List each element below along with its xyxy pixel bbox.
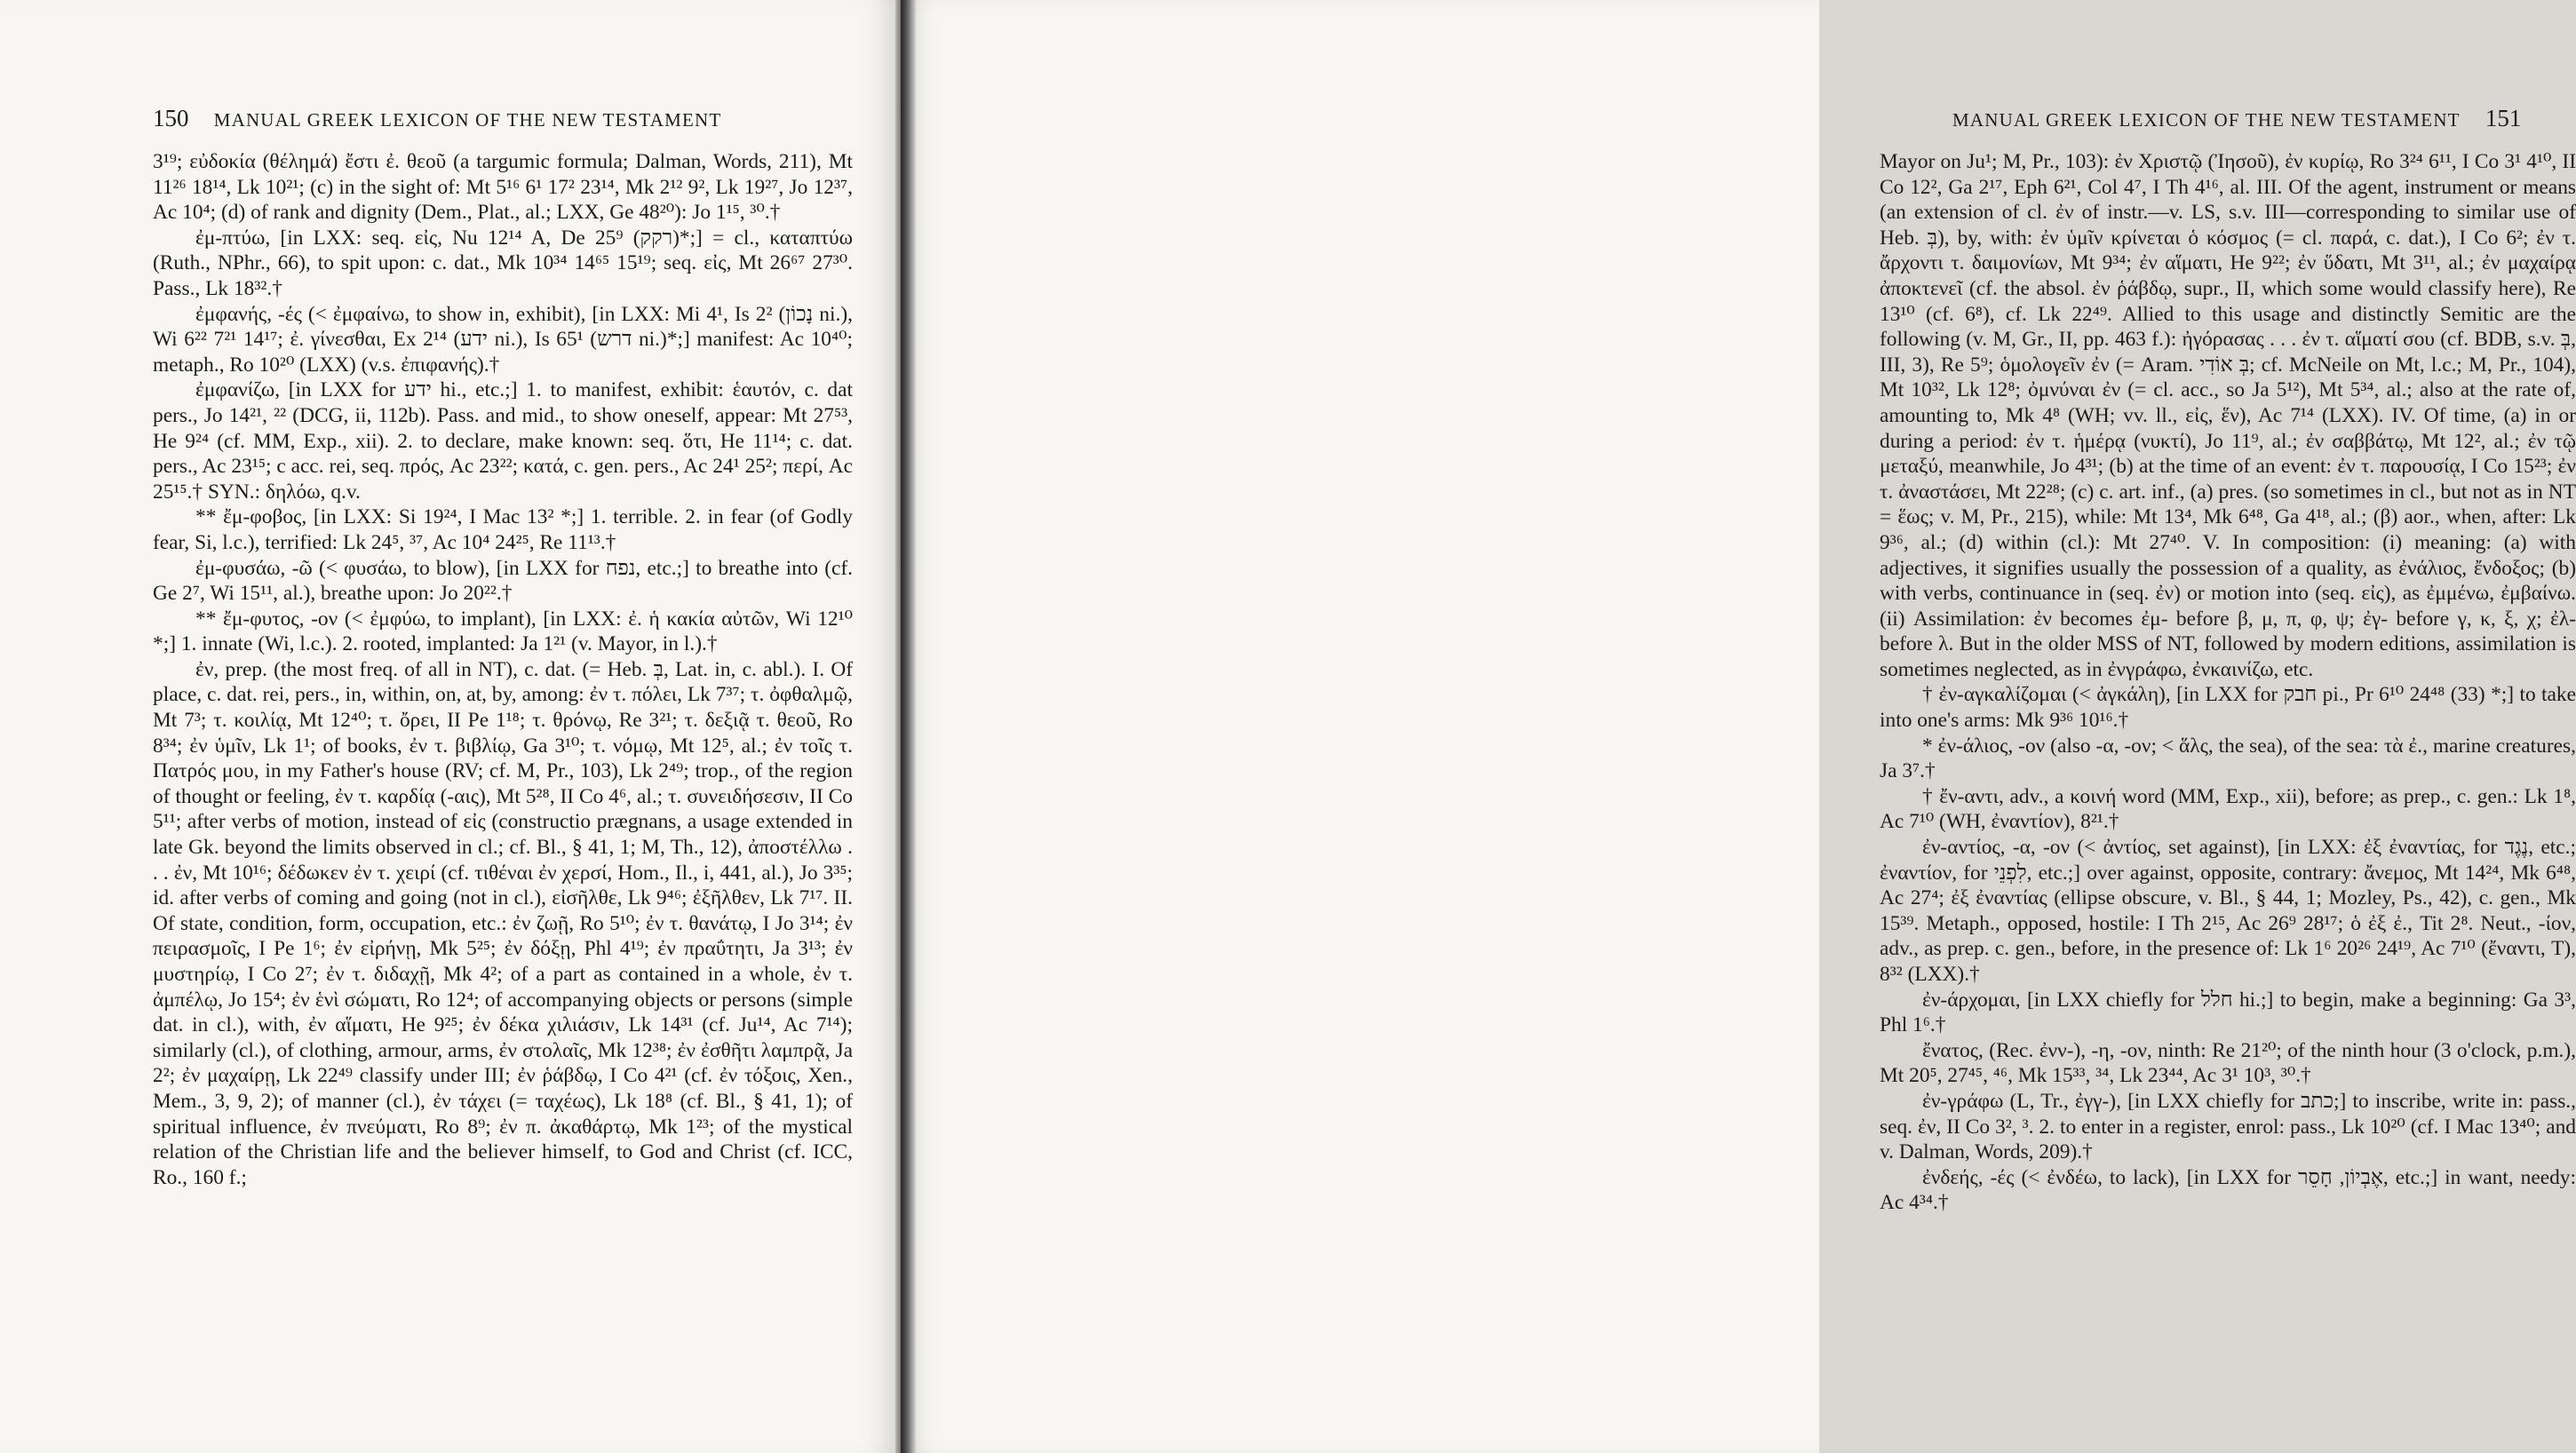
lexicon-entry: ἐν-άρχομαι, [in LXX chiefly for חלל hi.;] to begin, make a beginning: Ga 3³, Phl 1⁶.† <box>1880 988 2576 1037</box>
right-page-body <box>1880 149 2576 1216</box>
right-page <box>901 0 2576 1453</box>
lexicon-entry: † ἔν-αντι, adv., a κοινή word (MM, Exp., xii), before; as prep., c. gen.: Lk 1⁸, Ac 7¹⁰ (WH, ἐναντίον), 8²¹.† <box>1880 784 2576 834</box>
lexicon-entry: * ἐν-άλιος, -ον (also -α, -ον; < ἅλς, the sea), of the sea: τὰ ἐ., marine creatures, Ja 3⁷.† <box>1880 734 2576 783</box>
left-page-body <box>153 149 853 1190</box>
left-running-title: MANUAL GREEK LEXICON OF THE NEW TESTAMENT <box>213 109 722 131</box>
lexicon-entry: ἐμ-πτύω, [in LXX: seq. εἰς, Nu 12¹⁴ A, De 25⁹ (רקק)*;] = cl., καταπτύω (Ruth., NPhr., 66), to spit upon: c. dat., Mk 10³⁴ 14⁶⁵ 15¹⁹; seq. εἰς, Mt 26⁶⁷ 27³⁰. Pass., Lk 18³².† <box>153 226 853 300</box>
lexicon-entry: ἐμφανίζω, [in LXX for ידע hi., etc.;] 1. to manifest, exhibit: ἑαυτόν, c. dat pers., Jo 14²¹, ²² (DCG, ii, 112b). Pass. and mid., to show oneself, appear: Mt 27⁵³, He 9²⁴ (cf. MM, Exp., xii). 2. to declare, make known: seq. ὅτι, He 11¹⁴; c. dat. pers., Ac 23¹⁵; c acc. rei, seq. πρός, Ac 23²²; κατά, c. gen. pers., Ac 24¹ 25²; περί, Ac 25¹⁵.† SYN.: δηλόω, q.v. <box>153 378 853 504</box>
lexicon-entry: ἐν-γράφω (L, Tr., ἐγγ-), [in LXX chiefly for כתב;] to inscribe, write in: pass., seq. ἐν, II Co 3², ³. 2. to enter in a register, enrol: pass., Lk 10²⁰ (cf. I Mac 13⁴⁰; and v. Dalman, Words, 209).† <box>1880 1089 2576 1164</box>
right-page-number: 151 <box>2485 105 2522 131</box>
lexicon-entry: ἐν, prep. (the most freq. of all in NT), c. dat. (= Heb. בְּ, Lat. in, c. abl.). I. Of place, c. dat. rei, pers., in, within, on, at, by, among: ἐν τ. πόλει, Lk 7³⁷; τ. ὀφθαλμῷ, Mt 7³; τ. κοιλίᾳ, Mt 12⁴⁰; τ. ὄρει, II Pe 1¹⁸; τ. θρόνῳ, Re 3²¹; τ. δεξιᾷ τ. θεοῦ, Ro 8³⁴; ἐν ὑμῖν, Lk 1¹; of books, ἐν τ. βιβλίῳ, Ga 3¹⁰; τ. νόμῳ, Mt 12⁵, al.; ἐν τοῖς τ. Πατρός μου, in my Father's house (RV; cf. M, Pr., 103), Lk 2⁴⁹; trop., of the region of thought or feeling, ἐν τ. καρδίᾳ (-αις), Mt 5²⁸, II Co 4⁶, al.; τ. συνειδήσεσιν, II Co 5¹¹; after verbs of motion, instead of εἰς (constructio prægnans, a usage extended in late Gk. beyond the limits observed in cl.; cf. Bl., § 41, 1; M, Th., 12), ἀποστέλλω . . . ἐν, Mt 10¹⁶; δέδωκεν ἐν τ. χειρί (cf. τιθέναι ἐν χερσί, Hom., Il., i, 441, al.), Jo 3³⁵; id. after verbs of coming and going (not in cl.), εἰσῆλθε, Lk 9⁴⁶; ἐξῆλθεν, Lk 7¹⁷. II. Of state, condition, form, occupation, etc.: ἐν ζωῇ, Ro 5¹⁰; ἐν τ. θανάτῳ, I Jo 3¹⁴; ἐν πειρασμοῖς, I Pe 1⁶; ἐν εἰρήνῃ, Mk 5²⁵; ἐν δόξῃ, Phl 4¹⁹; ἐν πραΰτητι, Ja 3¹³; ἐν μυστηρίῳ, I Co 2⁷; ἐν τ. διδαχῇ, Mk 4²; of a part as contained in a whole, ἐν τ. ἀμπέλῳ, Jo 15⁴; ἐν ἑνὶ σώματι, Ro 12⁴; of accompanying objects or persons (simple dat. in cl.), with, ἐν αἵματι, He 9²⁵; ἐν δέκα χιλιάσιν, Lk 14³¹ (cf. Ju¹⁴, Ac 7¹⁴); similarly (cl.), of clothing, armour, arms, ἐν στολαῖς, Mk 12³⁸; ἐν ἐσθῆτι λαμπρᾷ, Ja 2²; ἐν μαχαίρῃ, Lk 22⁴⁹ classify under III; ἐν ῥάβδῳ, I Co 4²¹ (cf. ἐν τόξοις, Xen., Mem., 3, 9, 2); of manner (cl.), ἐν τάχει (= ταχέως), Lk 18⁸ (cf. Bl., § 41, 1); of spiritual influence, ἐν πνεύματι, Ro 8⁹; ἐν π. ἀκαθάρτῳ, Mk 1²³; of the mystical relation of the Christian life and the believer himself, to God and Christ (cf. ICC, Ro., 160 f.; <box>153 657 854 1189</box>
left-page-header <box>153 105 721 132</box>
left-page-number: 150 <box>153 105 189 131</box>
lexicon-entry: Mayor on Ju¹; M, Pr., 103): ἐν Χριστῷ (Ἰησοῦ), ἐν κυρίῳ, Ro 3²⁴ 6¹¹, I Co 3¹ 4¹⁰, II Co 12², Ga 2¹⁷, Eph 6²¹, Col 4⁷, I Th 4¹⁶, al. III. Of the agent, instrument or means (an extension of cl. ἐν of instr.—v. LS, s.v. III—corresponding to similar use of Heb. בְּ), by, with: ἐν ὑμῖν κρίνεται ὁ κόσμος (= cl. παρά, c. dat.), I Co 6²; ἐν τ. ἄρχοντι τ. δαιμονίων, Mt 9³⁴; ἐν αἵματι, He 9²²; ἐν ὕδατι, Mt 3¹¹, al.; ἐν μαχαίρᾳ ἀποκτενεῖ (cf. the absol. ἐν ῥάβδῳ, supr., II, which some would classify here), Re 13¹⁰ (cf. 6⁸), cf. Lk 22⁴⁹. Allied to this usage and distinctly Semitic are the following (v. M, Gr., II, pp. 463 f.): ἠγόρασας . . . ἐν τ. αἵματί σου (cf. BDB, s.v. בְּ, III, 3), Re 5⁹; ὁμολογεῖν ἐν (= Aram. בְּ אוֹדִי; cf. McNeile on Mt, l.c.; M, Pr., 104), Mt 10³², Lk 12⁸; ὀμνύναι ἐν (= cl. acc., so Ja 5¹²), Mt 5³⁴, al.; also at the rate of, amounting to, Mk 4⁸ (WH; vv. ll., εἰς, ἕν), Ac 7¹⁴ (LXX). IV. Of time, (a) in or during a period: ἐν τ. ἡμέρᾳ (νυκτί), Jo 11⁹, al.; ἐν σαββάτῳ, Mt 12², al.; ἐν τῷ μεταξύ, meanwhile, Jo 4³¹; (b) at the time of an event: ἐν τ. παρουσίᾳ, I Co 15²³; ἐν τ. ἀναστάσει, Mt 22²⁸; (c) c. art. inf., (a) pres. (so sometimes in cl., but not as in NT = ἕως; v. M, Pr., 215), while: Mt 13⁴, Mk 6⁴⁸, Ga 4¹⁸, al.; (β) aor., when, after: Lk 9³⁶, al.; (d) within (cl.): Mt 27⁴⁰. V. In composition: (i) meaning: (a) with adjectives, it signifies usually the possession of a quality, as ἐνάλιος, ἔνδοξος; (b) with verbs, continuance in (seq. ἐν) or motion into (seq. εἰς), as ἐμμένω, ἐμβαίνω. (ii) Assimilation: ἐν becomes ἐμ- before β, μ, π, φ, ψ; ἐγ- before γ, κ, ξ, χ; ἐλ- before λ. But in the older MSS of NT, followed by modern editions, assimilation is sometimes neglected, as in ἐνγράφω, ἐνκαινίζω, etc. <box>1880 150 2576 681</box>
lexicon-entry: ἐν-αντίος, -α, -ον (< ἀντίος, set against), [in LXX: ἐξ ἐναντίας, for נֶגֶד, etc.; ἐναντίον, for לִפְנֵי, etc.;] over against, opposite, contrary: ἄνεμος, Mt 14²⁴, Mk 6⁴⁸, Ac 27⁴; ἐξ ἐναντίας (ellipse obscure, v. Bl., § 44, 1; Mozley, Ps., 42), c. gen., Mk 15³⁹. Metaph., opposed, hostile: I Th 2¹⁵, Ac 26⁹ 28¹⁷; ὁ ἐξ ἐ., Tit 2⁸. Neut., -ίον, adv., as prep. c. gen., before, in the presence of: Lk 1⁶ 20²⁶ 24¹⁹, Ac 7¹⁰ (ἔναντι, T), 8³² (LXX).† <box>1880 836 2576 986</box>
lexicon-entry: ἐμφανής, -ές (< ἐμφαίνω, to show in, exhibit), [in LXX: Mi 4¹, Is 2² (נָכוֹן ni.), Wi 6²² 7²¹ 14¹⁷; ἐ. γίνεσθαι, Ex 2¹⁴ (ידע ni.), Is 65¹ (דרש ni.)*;] manifest: Ac 10⁴⁰; metaph., Ro 10²⁰ (LXX) (v.s. ἐπιφανής).† <box>153 302 854 377</box>
right-page-header <box>1952 105 2521 132</box>
lexicon-entry: † ἐν-αγκαλίζομαι (< ἀγκάλη), [in LXX for חבק pi., Pr 6¹⁰ 24⁴⁸ (33) *;] to take into one's arms: Mk 9³⁶ 10¹⁶.† <box>1880 683 2576 733</box>
lexicon-entry: ἐνδεής, -ές (< ἐνδέω, to lack), [in LXX for אֶבְיוֹן, חָסֵר, etc.;] in want, needy: Ac 4³⁴.† <box>1880 1165 2576 1215</box>
lexicon-entry: ** ἔμ-φυτος, -ον (< ἐμφύω, to implant), [in LXX: ἐ. ἡ κακία αὐτῶν, Wi 12¹⁰ *;] 1. innate (Wi, l.c.). 2. rooted, implanted: Ja 1²¹ (v. Mayor, in l.).† <box>153 607 853 656</box>
lexicon-entry: 3¹⁹; εὐδοκία (θέλημά) ἔστι ἐ. θεοῦ (a targumic formula; Dalman, Words, 211), Mt 11²⁶ 18¹⁴, Lk 10²¹; (c) in the sight of: Mt 5¹⁶ 6¹ 17² 23¹⁴, Mk 2¹² 9², Lk 19²⁷, Jo 12³⁷, Ac 10⁴; (d) of rank and dignity (Dem., Plat., al.; LXX, Ge 48²⁰): Jo 1¹⁵, ³⁰.† <box>153 150 853 225</box>
left-page <box>0 0 897 1453</box>
right-running-title: MANUAL GREEK LEXICON OF THE NEW TESTAMENT <box>1952 109 2461 131</box>
lexicon-entry: ἐμ-φυσάω, -ῶ (< φυσάω, to blow), [in LXX for נפח, etc.;] to breathe into (cf. Ge 2⁷, Wi 15¹¹, al.), breathe upon: Jo 20²².† <box>153 556 854 606</box>
lexicon-entry: ἔνατος, (Rec. ἐνν-), -η, -ον, ninth: Re 21²⁰; of the ninth hour (3 o'clock, p.m.), Mt 20⁵, 27⁴⁵, ⁴⁶, Mk 15³³, ³⁴, Lk 23⁴⁴, Ac 3¹ 10³, ³⁰.† <box>1880 1038 2576 1088</box>
lexicon-entry: ** ἔμ-φοβος, [in LXX: Si 19²⁴, I Mac 13² *;] 1. terrible. 2. in fear (of Godly fear, Si, l.c.), terrified: Lk 24⁵, ³⁷, Ac 10⁴ 24²⁵, Re 11¹³.† <box>153 505 853 554</box>
